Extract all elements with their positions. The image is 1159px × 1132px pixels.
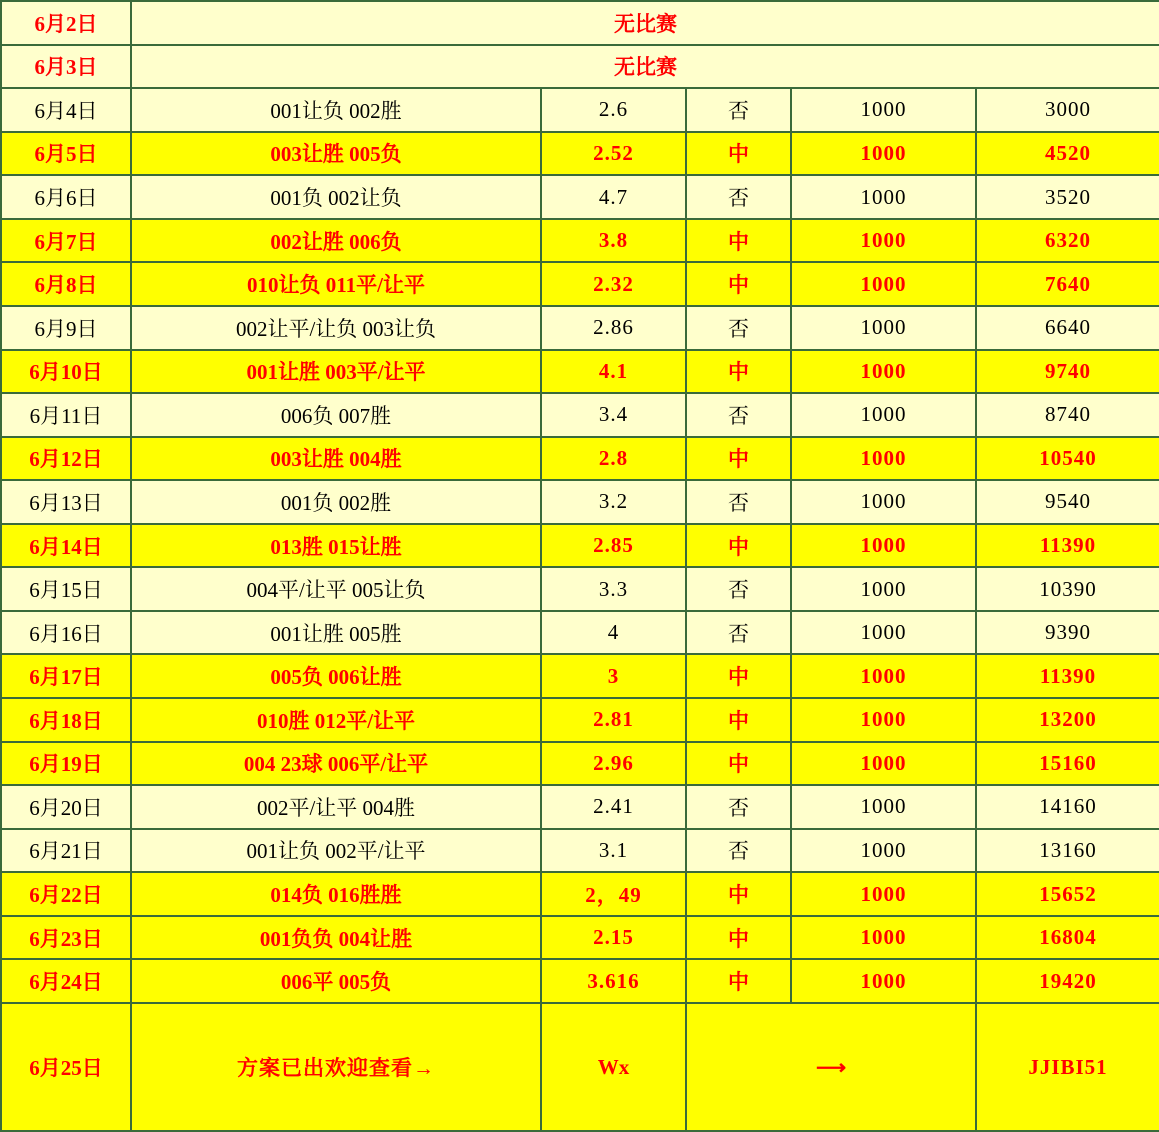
table-row (1, 829, 1159, 873)
cell-profit: 11390 (976, 654, 1159, 698)
cell-stake: 1000 (791, 350, 976, 394)
cell-match: 001负 002让负 (131, 175, 541, 219)
cell-hit: 否 (686, 829, 791, 873)
cell-stake: 1000 (791, 742, 976, 786)
cell-stake: 1000 (791, 219, 976, 263)
table-row (1, 393, 1159, 437)
cell-odds: 4.7 (541, 175, 686, 219)
cell-date: 6月22日 (1, 872, 131, 916)
table-row (1, 567, 1159, 611)
table-row (1, 132, 1159, 176)
cell-date: 6月8日 (1, 262, 131, 306)
cell-match: 001让胜 003平/让平 (131, 350, 541, 394)
table-row (1, 219, 1159, 263)
cell-odds: 2.6 (541, 88, 686, 132)
cell-match: 014负 016胜胜 (131, 872, 541, 916)
cell-odds: 2.32 (541, 262, 686, 306)
cell-stake: 1000 (791, 872, 976, 916)
cell-match: 005负 006让胜 (131, 654, 541, 698)
cell-profit: 15652 (976, 872, 1159, 916)
cell-stake: 1000 (791, 567, 976, 611)
table-row (1, 350, 1159, 394)
cell-stake: 1000 (791, 437, 976, 481)
cell-hit: 中 (686, 219, 791, 263)
cell-hit: 中 (686, 959, 791, 1003)
cell-hit: 中 (686, 262, 791, 306)
cell-odds: 3.4 (541, 393, 686, 437)
arrow-right-icon: ⟶ (686, 1003, 976, 1131)
promo-wx-label: Wx (541, 1003, 686, 1131)
cell-match: 001负 002胜 (131, 480, 541, 524)
cell-hit: 否 (686, 175, 791, 219)
cell-hit: 中 (686, 742, 791, 786)
cell-hit: 否 (686, 785, 791, 829)
cell-profit: 10390 (976, 567, 1159, 611)
table-row (1, 611, 1159, 655)
cell-date: 6月11日 (1, 393, 131, 437)
cell-no-match: 无比赛 (131, 45, 1159, 89)
cell-hit: 否 (686, 611, 791, 655)
cell-match: 006平 005负 (131, 959, 541, 1003)
cell-odds: 2.41 (541, 785, 686, 829)
table-row (1, 1, 1159, 45)
cell-hit: 否 (686, 306, 791, 350)
cell-odds: 3.2 (541, 480, 686, 524)
cell-stake: 1000 (791, 959, 976, 1003)
cell-profit: 7640 (976, 262, 1159, 306)
cell-match: 001让负 002平/让平 (131, 829, 541, 873)
cell-hit: 中 (686, 872, 791, 916)
cell-profit: 8740 (976, 393, 1159, 437)
cell-odds: 2.15 (541, 916, 686, 960)
cell-match: 003让胜 004胜 (131, 437, 541, 481)
cell-odds: 3.3 (541, 567, 686, 611)
cell-date: 6月14日 (1, 524, 131, 568)
table-row (1, 872, 1159, 916)
table-row (1, 88, 1159, 132)
cell-date: 6月23日 (1, 916, 131, 960)
cell-odds: 2.85 (541, 524, 686, 568)
cell-match: 010胜 012平/让平 (131, 698, 541, 742)
cell-match: 002让胜 006负 (131, 219, 541, 263)
cell-odds: 2.86 (541, 306, 686, 350)
table-row (1, 437, 1159, 481)
cell-date: 6月2日 (1, 1, 131, 45)
cell-hit: 否 (686, 393, 791, 437)
cell-no-match: 无比赛 (131, 1, 1159, 45)
cell-stake: 1000 (791, 132, 976, 176)
cell-hit: 中 (686, 916, 791, 960)
cell-profit: 6640 (976, 306, 1159, 350)
cell-hit: 中 (686, 698, 791, 742)
cell-odds: 2.52 (541, 132, 686, 176)
cell-odds: 2，49 (541, 872, 686, 916)
cell-profit: 9390 (976, 611, 1159, 655)
cell-profit: 11390 (976, 524, 1159, 568)
cell-odds: 3 (541, 654, 686, 698)
cell-date: 6月13日 (1, 480, 131, 524)
cell-profit: 13200 (976, 698, 1159, 742)
table-row (1, 175, 1159, 219)
table-row (1, 959, 1159, 1003)
cell-profit: 19420 (976, 959, 1159, 1003)
cell-stake: 1000 (791, 829, 976, 873)
table-body (1, 1, 1159, 1131)
cell-hit: 中 (686, 524, 791, 568)
cell-date: 6月9日 (1, 306, 131, 350)
cell-match: 006负 007胜 (131, 393, 541, 437)
cell-date: 6月5日 (1, 132, 131, 176)
cell-date: 6月3日 (1, 45, 131, 89)
table-row (1, 916, 1159, 960)
cell-hit: 中 (686, 132, 791, 176)
cell-profit: 6320 (976, 219, 1159, 263)
table-row (1, 45, 1159, 89)
table-row (1, 480, 1159, 524)
cell-date: 6月18日 (1, 698, 131, 742)
cell-stake: 1000 (791, 306, 976, 350)
cell-stake: 1000 (791, 611, 976, 655)
cell-stake: 1000 (791, 654, 976, 698)
cell-stake: 1000 (791, 262, 976, 306)
promo-message: 方案已出欢迎查看→ (131, 1003, 541, 1131)
cell-date: 6月12日 (1, 437, 131, 481)
cell-date: 6月25日 (1, 1003, 131, 1131)
cell-profit: 4520 (976, 132, 1159, 176)
cell-profit: 9740 (976, 350, 1159, 394)
cell-profit: 9540 (976, 480, 1159, 524)
cell-match: 010让负 011平/让平 (131, 262, 541, 306)
cell-odds: 4.1 (541, 350, 686, 394)
cell-profit: 10540 (976, 437, 1159, 481)
cell-match: 013胜 015让胜 (131, 524, 541, 568)
table-row (1, 785, 1159, 829)
cell-profit: 16804 (976, 916, 1159, 960)
cell-match: 002让平/让负 003让负 (131, 306, 541, 350)
cell-stake: 1000 (791, 524, 976, 568)
table-row (1, 742, 1159, 786)
cell-hit: 中 (686, 437, 791, 481)
cell-match: 001负负 004让胜 (131, 916, 541, 960)
table-row (1, 524, 1159, 568)
cell-profit: 13160 (976, 829, 1159, 873)
promo-wx-id: JJIBI51 (976, 1003, 1159, 1131)
cell-match: 001让负 002胜 (131, 88, 541, 132)
cell-odds: 2.8 (541, 437, 686, 481)
cell-odds: 3.8 (541, 219, 686, 263)
cell-date: 6月15日 (1, 567, 131, 611)
cell-date: 6月7日 (1, 219, 131, 263)
cell-date: 6月4日 (1, 88, 131, 132)
cell-date: 6月19日 (1, 742, 131, 786)
cell-odds: 4 (541, 611, 686, 655)
cell-match: 004平/让平 005让负 (131, 567, 541, 611)
cell-stake: 1000 (791, 698, 976, 742)
cell-hit: 否 (686, 567, 791, 611)
cell-match: 004 23球 006平/让平 (131, 742, 541, 786)
cell-odds: 3.1 (541, 829, 686, 873)
table-row (1, 262, 1159, 306)
cell-profit: 14160 (976, 785, 1159, 829)
cell-odds: 2.96 (541, 742, 686, 786)
cell-hit: 中 (686, 350, 791, 394)
cell-date: 6月20日 (1, 785, 131, 829)
cell-hit: 中 (686, 654, 791, 698)
table-row (1, 698, 1159, 742)
cell-odds: 2.81 (541, 698, 686, 742)
cell-date: 6月16日 (1, 611, 131, 655)
cell-hit: 否 (686, 480, 791, 524)
cell-match: 003让胜 005负 (131, 132, 541, 176)
cell-date: 6月10日 (1, 350, 131, 394)
cell-profit: 3000 (976, 88, 1159, 132)
cell-hit: 否 (686, 88, 791, 132)
table-row (1, 654, 1159, 698)
cell-date: 6月17日 (1, 654, 131, 698)
cell-profit: 15160 (976, 742, 1159, 786)
cell-odds: 3.616 (541, 959, 686, 1003)
cell-date: 6月21日 (1, 829, 131, 873)
cell-stake: 1000 (791, 175, 976, 219)
cell-stake: 1000 (791, 785, 976, 829)
cell-stake: 1000 (791, 88, 976, 132)
cell-stake: 1000 (791, 393, 976, 437)
cell-date: 6月6日 (1, 175, 131, 219)
cell-match: 002平/让平 004胜 (131, 785, 541, 829)
cell-stake: 1000 (791, 916, 976, 960)
cell-stake: 1000 (791, 480, 976, 524)
cell-match: 001让胜 005胜 (131, 611, 541, 655)
table-row (1, 306, 1159, 350)
promo-row (1, 1003, 1159, 1131)
cell-profit: 3520 (976, 175, 1159, 219)
cell-date: 6月24日 (1, 959, 131, 1003)
